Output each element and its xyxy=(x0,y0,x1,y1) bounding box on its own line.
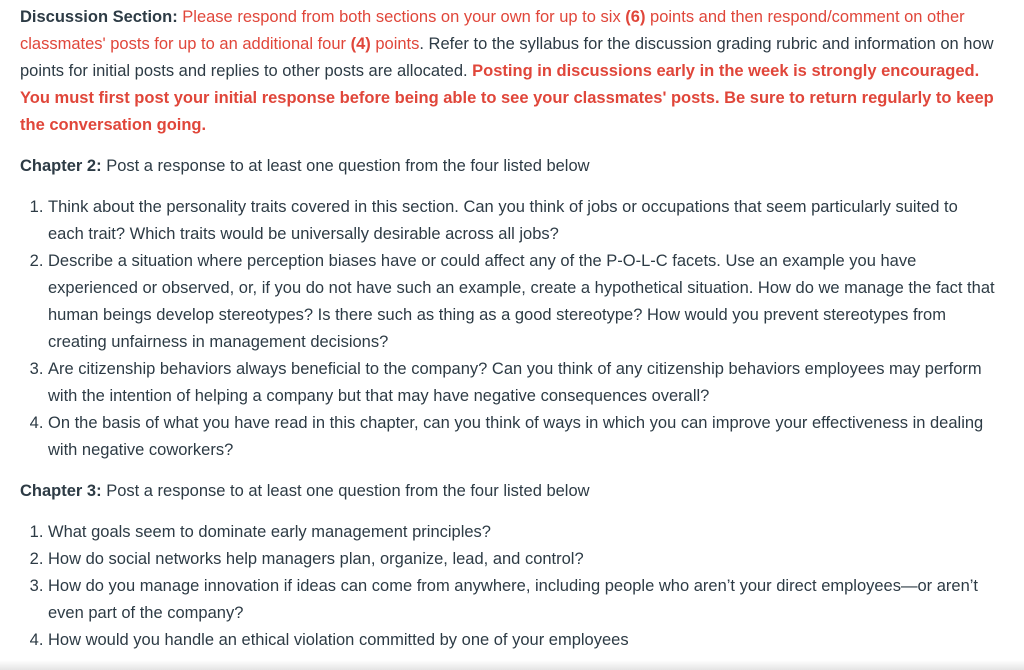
discussion-content xyxy=(20,4,995,668)
chapter2-question-list xyxy=(20,194,995,464)
intro-plain-text: . Refer to the syllabus for the discussion grading rubric and information on how points for initial posts and replies to other posts are allocated. xyxy=(20,35,994,80)
intro-red-text-2: points and then respond/comment on other classmates' posts for up to an additional four xyxy=(20,8,965,53)
six-points-value: (6) xyxy=(625,8,646,26)
discussion-intro xyxy=(20,4,995,139)
chapter2-question: 2. Describe a situation where perception biases have or could affect any of the P-O-L-C facets. Use an example you have experienced or observed, or, if you do not have such an example, create a hypothetical situation. How do we manage the fact that human beings develop stereotypes? Is there such as thing as a good stereotype? How would you prevent stereotypes from creating unfairness in management decisions? xyxy=(48,248,995,356)
chapter3-instruction: Post a response to at least one question from the four listed below xyxy=(101,482,590,500)
intro-red-text-3: points xyxy=(370,35,420,53)
chapter3-question: 4. How would you handle an ethical violation committed by one of your employees xyxy=(48,627,995,654)
discussion-section-label: Discussion Section: xyxy=(20,8,178,26)
chapter3-question-list xyxy=(20,519,995,654)
chapter3-question: 1. What goals seem to dominate early management principles? xyxy=(48,519,995,546)
chapter3-heading xyxy=(20,478,995,505)
chapter3-question: 3. How do you manage innovation if ideas can come from anywhere, including people who aren’t your direct employees—or aren’t even part of the company? xyxy=(48,573,995,627)
chapter2-question: 1. Think about the personality traits covered in this section. Can you think of jobs or occupations that seem particularly suited to each trait? Which traits would be universally desirable across all jobs? xyxy=(48,194,995,248)
intro-emphasis-text: Posting in discussions early in the week is strongly encouraged. You must first post your initial response before being able to see your classmates' posts. Be sure to return regularly to keep the conversation going. xyxy=(20,62,994,134)
chapter2-instruction: Post a response to at least one question from the four listed below xyxy=(101,157,590,175)
chapter3-question: 2. How do social networks help managers plan, organize, lead, and control? xyxy=(48,546,995,573)
intro-red-text-1: Please respond from both sections on your own for up to six xyxy=(177,8,626,26)
chapter2-heading xyxy=(20,153,995,180)
chapter2-label: Chapter 2: xyxy=(20,157,102,175)
chapter3-label: Chapter 3: xyxy=(20,482,102,500)
bottom-fade-divider xyxy=(0,660,1024,670)
four-points-value: (4) xyxy=(350,35,371,53)
chapter2-question: 3. Are citizenship behaviors always beneficial to the company? Can you think of any citizenship behaviors employees may perform with the intention of helping a company but that may have negative consequences overall? xyxy=(48,356,995,410)
chapter2-question: 4. On the basis of what you have read in this chapter, can you think of ways in which you can improve your effectiveness in dealing with negative coworkers? xyxy=(48,410,995,464)
